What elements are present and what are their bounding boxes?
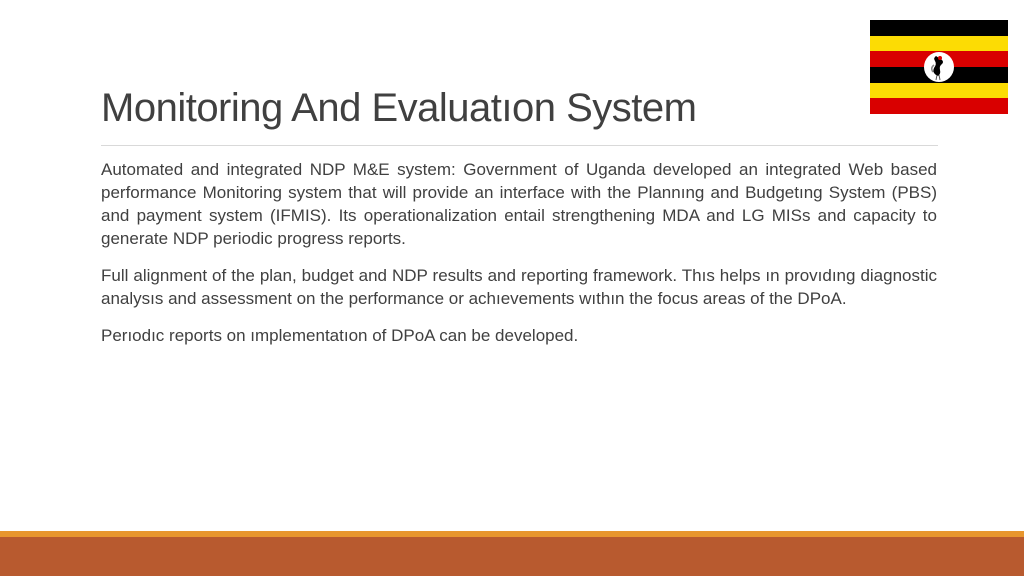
slide-title: Monitoring And Evaluatıon System	[101, 86, 697, 130]
slide-body	[101, 158, 937, 361]
paragraph-periodic-reports: Perıodıc reports on ımplementatıon of DPoA can be developed.	[101, 326, 579, 345]
paragraph-alignment: Full alignment of the plan, budget and NDP results and reporting framework. Thıs helps ın provıdıng diagnostic analysıs and assessment on the performance or achıevements wıthın the focus areas of the DPoA.	[101, 266, 937, 308]
uganda-flag-icon	[870, 20, 1008, 114]
footer-band	[0, 537, 1024, 576]
paragraph-me-system: Automated and integrated NDP M&E system: Government of Uganda developed an integrated Web based performance Monitoring system that will provide an interface with the Plannıng and Budgetıng System (PBS) and payment system (IFMIS). Its operationalization entail strengthening MDA and LG MISs and capacity to generate NDP periodic progress reports.	[101, 160, 937, 248]
title-divider	[101, 145, 938, 146]
